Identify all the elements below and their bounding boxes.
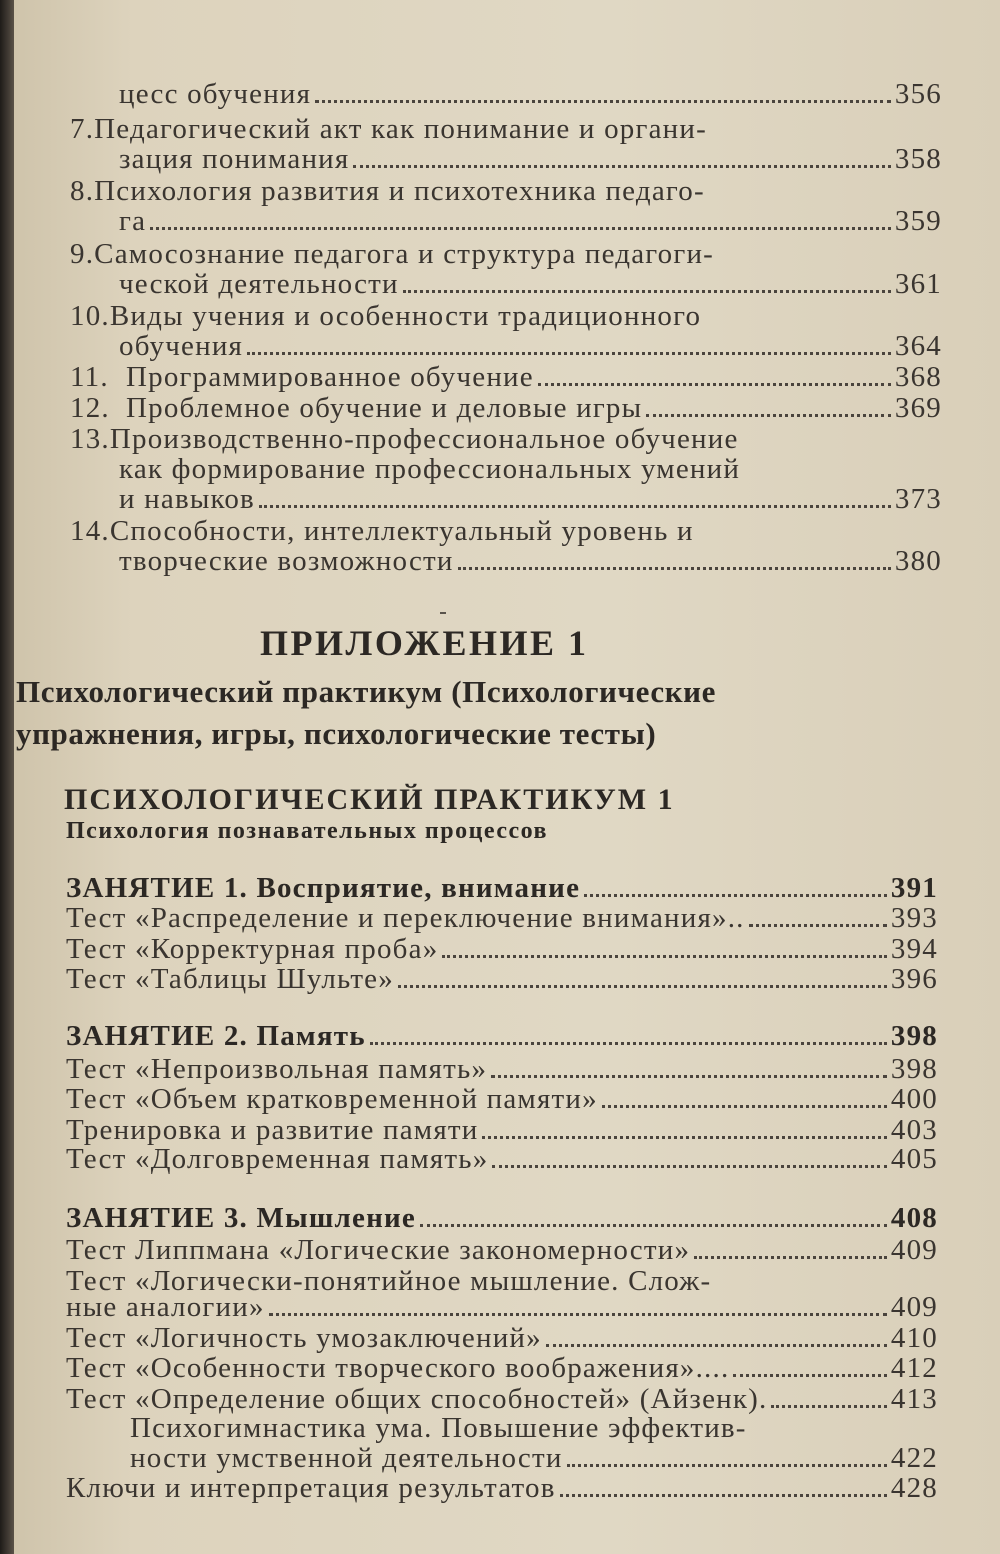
toc-entry-text: и навыков xyxy=(119,483,255,515)
lesson3-item-3 xyxy=(66,1324,938,1353)
lesson3-item-2 xyxy=(66,1293,938,1322)
toc-entry-text: ности умственной деятельности xyxy=(130,1442,563,1474)
toc-entry-number: 8. xyxy=(70,175,95,207)
toc-entry-text-line1: Педагогический акт как понимание и органи- xyxy=(94,113,707,145)
leader-dots xyxy=(442,955,886,958)
lesson2-heading xyxy=(66,1022,938,1051)
leader-dots xyxy=(546,1344,887,1347)
leader-dots xyxy=(646,414,891,417)
leader-dots xyxy=(403,290,891,293)
toc-entry-13 xyxy=(119,485,942,514)
toc-entry-text: Тест «Корректурная проба» xyxy=(66,933,439,965)
toc-entry-page: 413 xyxy=(890,1383,938,1415)
toc-entry-number: 7. xyxy=(70,113,95,145)
toc-entry-text: ные аналогии» xyxy=(66,1291,265,1323)
toc-entry-text: Проблемное обучение и деловые игры xyxy=(126,392,643,424)
toc-entry-page: 364 xyxy=(894,330,942,362)
lesson1-item-3 xyxy=(66,965,938,994)
lesson-heading-text: ЗАНЯТИЕ 3. Мышление xyxy=(66,1202,416,1234)
toc-entry-page: 394 xyxy=(890,933,938,965)
lesson2-item-1 xyxy=(66,1055,938,1084)
toc-entry-text: Тест Липпмана «Логические закономерности» xyxy=(66,1234,691,1266)
toc-entry-10 xyxy=(119,332,942,361)
leader-dots xyxy=(771,1405,886,1408)
print-speck xyxy=(440,612,446,618)
leader-dots xyxy=(694,1256,887,1259)
leader-dots xyxy=(492,1165,886,1168)
toc-entry-page: 405 xyxy=(890,1143,938,1175)
toc-entry-page: 410 xyxy=(890,1322,938,1354)
toc-entry-text: Тест «Определение общих способностей» (Айзенк). xyxy=(66,1383,768,1415)
toc-entry-text: Тест «Таблицы Шульте» xyxy=(66,963,394,995)
leader-dots xyxy=(269,1313,887,1316)
lesson-heading-text: ЗАНЯТИЕ 2. Память xyxy=(66,1020,366,1052)
lesson-heading-page: 391 xyxy=(890,872,938,904)
toc-entry-page: 403 xyxy=(890,1114,938,1146)
lesson3-item-2-line1: Тест «Логически-понятийное мышление. Слож- xyxy=(66,1265,712,1297)
toc-entry-page: 358 xyxy=(894,143,942,175)
toc-entry-7 xyxy=(119,145,942,174)
leader-dots xyxy=(560,1494,887,1497)
appendix-title: ПРИЛОЖЕНИЕ 1 xyxy=(260,623,589,663)
toc-entry-number: 13. xyxy=(70,423,110,455)
lesson1-heading xyxy=(66,874,938,903)
toc-entry-text: Тест «Распределение и переключение внимания».. xyxy=(66,902,745,934)
lesson3-item-1 xyxy=(66,1236,938,1265)
toc-entry-number: 12. xyxy=(70,392,110,424)
lesson3-item-7 xyxy=(66,1474,938,1503)
leader-dots xyxy=(584,894,887,897)
toc-entry-10-line1 xyxy=(70,302,701,331)
toc-entry-text-line1: Самосознание педагога и структура педагоги- xyxy=(94,238,715,270)
toc-entry-14-line1 xyxy=(70,517,694,546)
toc-entry-page: 393 xyxy=(890,902,938,934)
toc-entry-page: 359 xyxy=(894,205,942,237)
toc-entry-text-line1: Производственно-профессиональное обучение xyxy=(109,423,739,455)
book-spine-shadow xyxy=(0,0,14,1554)
leader-dots xyxy=(538,383,891,386)
leader-dots xyxy=(749,924,887,927)
lesson2-item-2 xyxy=(66,1085,938,1114)
toc-entry-text: Тест «Долговременная память» xyxy=(66,1143,489,1175)
toc-entry-number: 14. xyxy=(70,515,110,547)
leader-dots xyxy=(458,567,891,570)
book-page xyxy=(14,0,1000,1554)
leader-dots xyxy=(150,227,891,230)
lesson-heading-page: 408 xyxy=(890,1202,938,1234)
lesson3-item-6-line1: Психогимнастика ума. Повышение эффектив- xyxy=(130,1412,747,1444)
toc-entry-text: Ключи и интерпретация результатов xyxy=(66,1472,556,1504)
appendix-subtitle-line1: Психологический практикум (Психологические xyxy=(16,674,716,709)
toc-entry-cont xyxy=(119,80,942,109)
toc-entry-12 xyxy=(70,394,942,423)
toc-entry-text: зация понимания xyxy=(119,143,350,175)
toc-entry-14 xyxy=(119,547,942,576)
toc-entry-9-line1 xyxy=(70,240,714,269)
toc-entry-text: Тест «Логичность умозаключений» xyxy=(66,1322,542,1354)
toc-entry-text-line1: Способности, интеллектуальный уровень и xyxy=(109,515,694,547)
leader-dots xyxy=(602,1105,887,1108)
lesson2-item-3 xyxy=(66,1116,938,1145)
toc-entry-number: 10. xyxy=(70,300,110,332)
lesson-heading-text: ЗАНЯТИЕ 1. Восприятие, внимание xyxy=(66,872,581,904)
appendix-subtitle-line2: упражнения, игры, психологические тесты) xyxy=(16,716,657,751)
leader-dots xyxy=(733,1374,886,1377)
lesson3-item-4 xyxy=(66,1354,938,1383)
leader-dots xyxy=(482,1136,886,1139)
practicum-title: ПСИХОЛОГИЧЕСКИЙ ПРАКТИКУМ 1 xyxy=(64,783,675,816)
lesson-heading-page: 398 xyxy=(890,1020,938,1052)
toc-entry-text: ческой деятельности xyxy=(119,268,399,300)
toc-entry-8-line1 xyxy=(70,177,705,206)
toc-entry-page: 368 xyxy=(894,361,942,393)
leader-dots xyxy=(259,505,891,508)
toc-entry-page: 361 xyxy=(894,268,942,300)
toc-entry-page: 369 xyxy=(894,392,942,424)
toc-entry-text: га xyxy=(119,205,147,237)
toc-entry-text: Тренировка и развитие памяти xyxy=(66,1114,479,1146)
lesson2-item-4 xyxy=(66,1145,938,1174)
lesson1-item-2 xyxy=(66,935,938,964)
toc-entry-page: 398 xyxy=(890,1053,938,1085)
toc-entry-page: 396 xyxy=(890,963,938,995)
toc-entry-text: цесс обучения xyxy=(119,78,312,110)
toc-entry-text: творческие возможности xyxy=(119,545,454,577)
toc-entry-page: 412 xyxy=(890,1352,938,1384)
toc-entry-page: 400 xyxy=(890,1083,938,1115)
leader-dots xyxy=(353,165,890,168)
leader-dots xyxy=(398,985,887,988)
toc-entry-page: 409 xyxy=(890,1291,938,1323)
toc-entry-text-line1: Виды учения и особенности традиционного xyxy=(109,300,702,332)
toc-entry-11 xyxy=(70,363,942,392)
toc-entry-text: Тест «Непроизвольная память» xyxy=(66,1053,488,1085)
toc-entry-page: 422 xyxy=(890,1442,938,1474)
toc-entry-page: 356 xyxy=(894,78,942,110)
leader-dots xyxy=(247,352,891,355)
toc-entry-text: обучения xyxy=(119,330,244,362)
toc-entry-page: 380 xyxy=(894,545,942,577)
lesson3-item-5 xyxy=(66,1385,938,1414)
lesson3-item-6 xyxy=(130,1444,938,1473)
toc-entry-8 xyxy=(119,207,942,236)
lesson3-heading xyxy=(66,1204,938,1233)
practicum-subtitle: Психология познавательных процессов xyxy=(66,818,549,844)
toc-entry-text-line1: Психология развития и психотехника педаго- xyxy=(94,175,705,207)
toc-entry-13-line1 xyxy=(70,425,739,454)
toc-entry-7-line1 xyxy=(70,115,707,144)
leader-dots xyxy=(315,100,891,103)
leader-dots xyxy=(370,1042,887,1045)
toc-entry-text: Программированное обучение xyxy=(126,361,534,393)
toc-entry-page: 409 xyxy=(890,1234,938,1266)
leader-dots xyxy=(491,1075,887,1078)
toc-entry-9 xyxy=(119,270,942,299)
leader-dots xyxy=(567,1464,887,1467)
toc-entry-page: 373 xyxy=(894,483,942,515)
toc-entry-13-line2: как формирование профессиональных умений xyxy=(119,453,741,485)
toc-entry-page: 428 xyxy=(890,1472,938,1504)
lesson1-item-1 xyxy=(66,904,938,933)
toc-entry-text: Тест «Особенности творческого воображения».... xyxy=(66,1352,730,1384)
toc-entry-number: 9. xyxy=(70,238,95,270)
toc-entry-text: Тест «Объем кратковременной памяти» xyxy=(66,1083,598,1115)
toc-entry-number: 11. xyxy=(70,361,109,393)
leader-dots xyxy=(420,1224,887,1227)
